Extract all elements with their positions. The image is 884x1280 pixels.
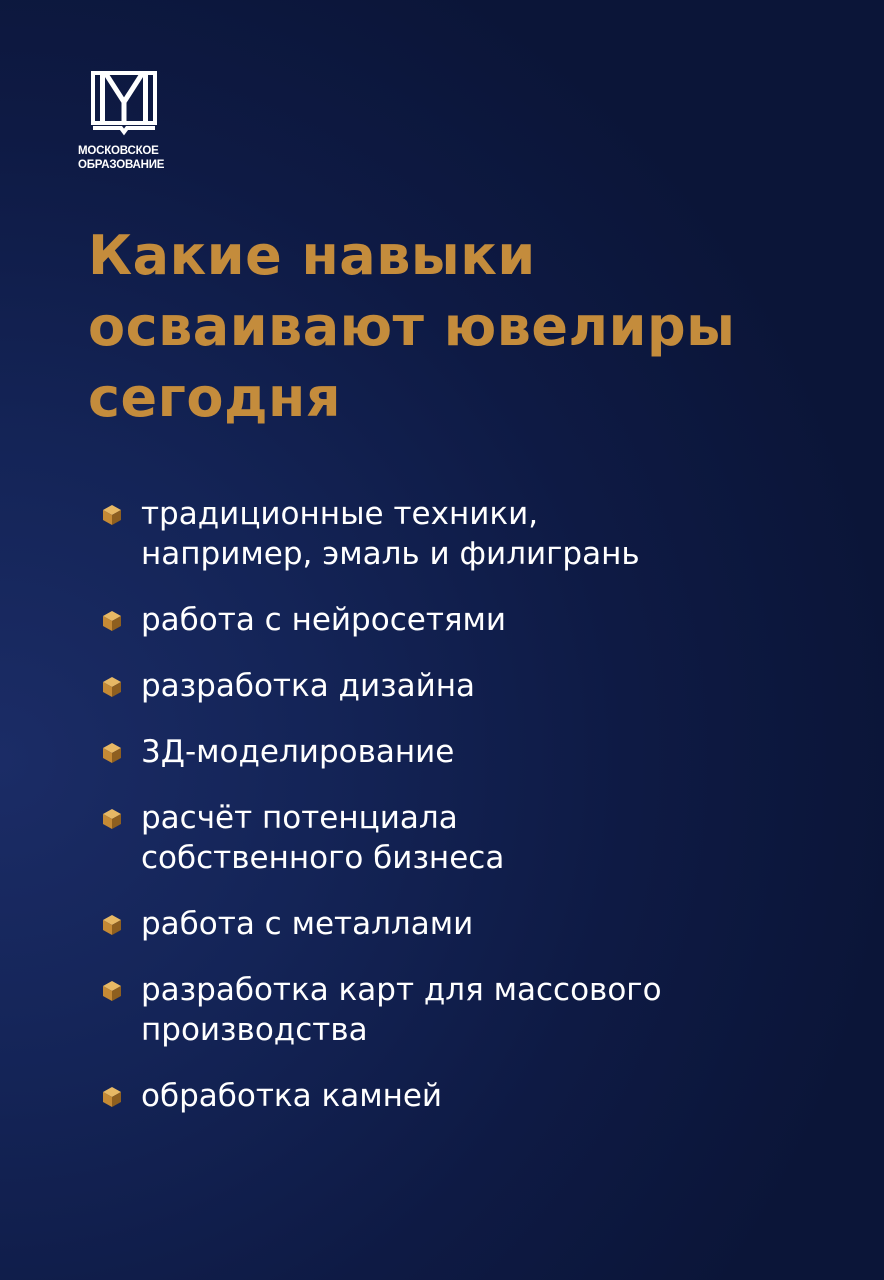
page-title-line-2: осваивают ювелиры [88, 295, 736, 358]
skill-label: расчёт потенциала собственного бизнеса [141, 800, 505, 876]
gold-cube-icon [103, 505, 121, 525]
skill-list-item [103, 666, 843, 706]
skills-list [103, 494, 843, 1142]
page-title [88, 220, 848, 433]
gold-cube-icon [103, 611, 121, 631]
logo-text-line-2: ОБРАЗОВАНИЕ [78, 159, 165, 171]
skill-label: 3Д-моделирование [141, 734, 455, 770]
skill-list-item [103, 600, 843, 640]
skill-list-item [103, 970, 843, 1050]
skill-list-item [103, 732, 843, 772]
logo-text-line-1: МОСКОВСКОЕ [78, 145, 159, 157]
logo-text [78, 144, 198, 172]
page-title-line-1: Какие навыки [88, 224, 536, 287]
logo [78, 70, 198, 172]
skill-list-item [103, 798, 843, 878]
skill-label: разработка дизайна [141, 668, 476, 704]
skill-label: традиционные техники, например, эмаль и филигрань [141, 496, 640, 572]
skill-list-item [103, 904, 843, 944]
moscow-education-emblem-icon [90, 70, 158, 138]
gold-cube-icon [103, 743, 121, 763]
gold-cube-icon [103, 981, 121, 1001]
skill-list-item [103, 494, 843, 574]
gold-cube-icon [103, 677, 121, 697]
skill-label: работа с металлами [141, 906, 474, 942]
page-title-line-3: сегодня [88, 366, 342, 429]
skill-label: обработка камней [141, 1078, 443, 1114]
gold-cube-icon [103, 915, 121, 935]
skill-label: разработка карт для массового производства [141, 972, 662, 1048]
skill-list-item [103, 1076, 843, 1116]
skill-label: работа с нейросетями [141, 602, 507, 638]
gold-cube-icon [103, 809, 121, 829]
gold-cube-icon [103, 1087, 121, 1107]
